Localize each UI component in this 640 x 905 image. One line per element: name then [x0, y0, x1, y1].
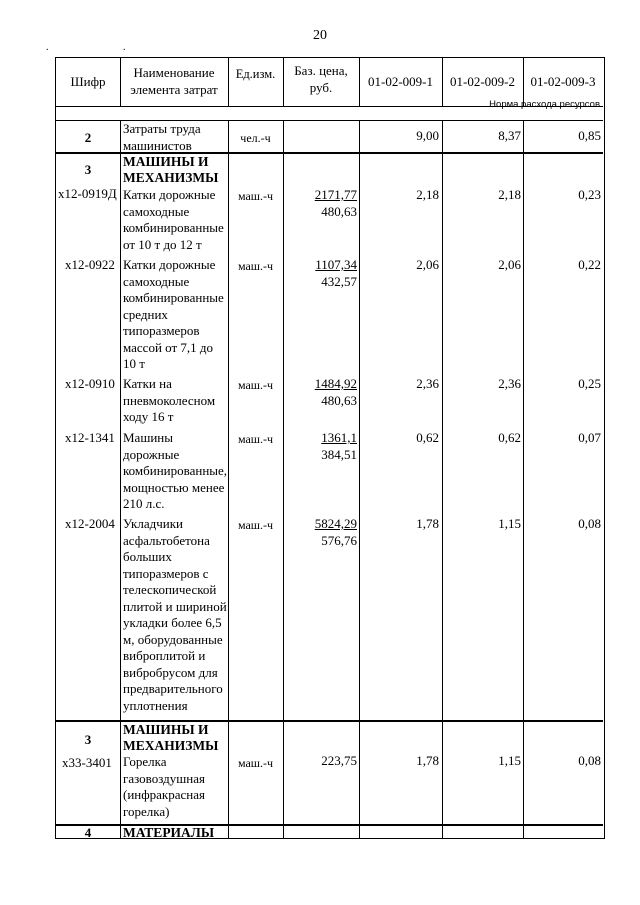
header-unit: Ед.изм. [235, 67, 276, 81]
row-name: Затраты труда машинистов [123, 121, 201, 153]
header-col1: 01-02-009-1 [368, 74, 433, 89]
row-value-2: 8,37 [498, 128, 521, 143]
header-price: Баз. цена, руб. [294, 63, 348, 95]
row-value-1: 2,18 [416, 187, 439, 202]
row-price: 1107,34 432,57 [315, 257, 357, 289]
header-col2: 01-02-009-2 [450, 74, 515, 89]
row-price: 1484,92 480,63 [314, 376, 357, 408]
section-title: МАШИНЫ И МЕХАНИЗМЫ [123, 154, 219, 185]
row-value-1: 2,06 [416, 257, 439, 272]
row-unit: маш.-ч [237, 378, 274, 392]
row-unit: маш.-ч [237, 518, 274, 532]
row-unit: чел.-ч [240, 131, 271, 145]
row-value-1: 2,36 [416, 376, 439, 391]
row-name: Катки на пневмоколесном ходу 16 т [123, 376, 216, 424]
section-code: 3 [84, 732, 92, 747]
row-unit: маш.-ч [237, 432, 274, 446]
row-value-2: 1,15 [498, 516, 521, 531]
row-value-1: 1,78 [416, 516, 439, 531]
row-name: Машины дорожные комбинированные, мощностью менее 210 л.с. [123, 430, 228, 511]
row-name: Горелка газовоздушная (инфракрасная горелка) [123, 754, 205, 819]
row-value-3: 0,08 [578, 516, 601, 531]
row-value-3: 0,25 [578, 376, 601, 391]
resource-table [55, 57, 605, 839]
header-name: Наименование элемента затрат [130, 65, 218, 97]
section-title: МАТЕРИАЛЫ [123, 825, 215, 840]
row-code: х12-0922 [65, 257, 115, 272]
row-code: х12-2004 [65, 516, 115, 531]
row-value-2: 0,62 [498, 430, 521, 445]
row-value-3: 0,85 [578, 128, 601, 143]
row-price: 2171,77 480,63 [314, 187, 357, 219]
row-value-1: 0,62 [416, 430, 439, 445]
row-value-2: 1,15 [498, 753, 521, 768]
row-name: Укладчики асфальтобетона больших типоразмеров с телескопической плитой и шириной укладки более 6,5 м, оборудованные виброплитой и вибробрусом для предварительного уплотнения [123, 516, 227, 713]
section-title: МАШИНЫ И МЕХАНИЗМЫ [123, 722, 219, 753]
page-marks: . . [46, 42, 162, 53]
row-value-3: 0,08 [578, 753, 601, 768]
row-unit: маш.-ч [237, 259, 274, 273]
section-code: 3 [84, 162, 92, 177]
row-name: Катки дорожные самоходные комбинированные средних типоразмеров массой от 7,1 до 10 т [123, 257, 224, 371]
row-value-1: 9,00 [416, 128, 439, 143]
row-value-2: 2,06 [498, 257, 521, 272]
section-code: 4 [84, 825, 92, 840]
row-unit: маш.-ч [237, 756, 274, 770]
row-price: 5824,29 576,76 [314, 516, 357, 548]
row-name: Катки дорожные самоходные комбинированные от 10 т до 12 т [123, 187, 224, 252]
row-value-3: 0,22 [578, 257, 601, 272]
row-code: х33-3401 [62, 755, 112, 770]
row-value-2: 2,18 [498, 187, 521, 202]
header-col3: 01-02-009-3 [530, 74, 596, 89]
row-price: 1361,1 384,51 [321, 430, 357, 462]
page-number: 20 [313, 28, 327, 43]
row-value-1: 1,78 [416, 753, 439, 768]
row-value-2: 2,36 [498, 376, 521, 391]
row-value-3: 0,23 [578, 187, 601, 202]
norm-caption: Норма расхода ресурсов [489, 99, 600, 110]
header-code: Шифр [70, 74, 106, 89]
row-unit: маш.-ч [237, 189, 274, 203]
row-code: х12-1341 [65, 430, 115, 445]
row-code: 2 [84, 130, 92, 145]
row-code: х12-0910 [65, 376, 115, 391]
row-value-3: 0,07 [578, 430, 601, 445]
row-price: 223,75 [321, 753, 357, 768]
row-code: х12-0919Д [58, 186, 117, 201]
